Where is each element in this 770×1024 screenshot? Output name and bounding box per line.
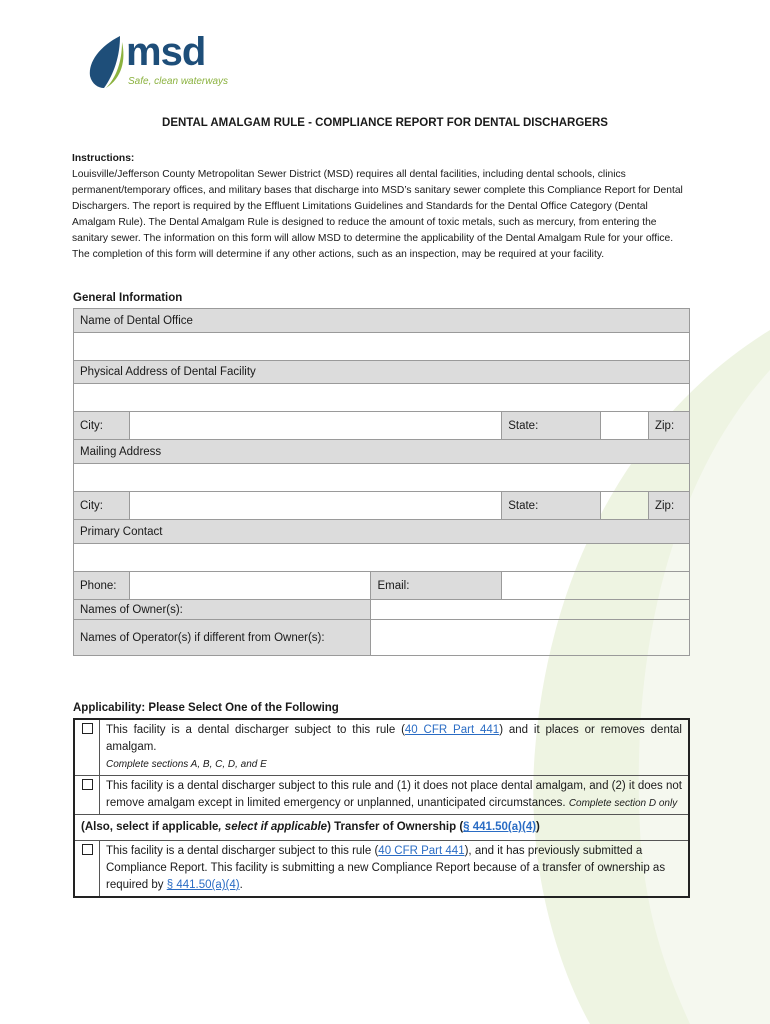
section-441-50-link[interactable]: § 441.50(a)(4)	[463, 821, 537, 833]
cfr-part-441-link-2[interactable]: 40 CFR Part 441	[378, 845, 465, 857]
mailing-city-field[interactable]	[129, 492, 501, 520]
general-info-heading: General Information	[73, 292, 183, 304]
applicability-table	[73, 718, 690, 898]
option3-text: This facility is a dental discharger subject to this rule (40 CFR Part 441), and it has previously submitted a Compliance Report. This facility is submitting a new Compliance Report because of a transfer of ownership as required by § 441.50(a)(4).	[100, 841, 690, 898]
option1-note: Complete sections A, B, C, D, and E	[106, 759, 267, 770]
leaf-logo-icon	[86, 34, 126, 90]
city-field[interactable]	[129, 412, 501, 440]
mailing-city-label: City:	[74, 492, 130, 520]
option3-checkbox[interactable]	[82, 844, 93, 855]
option1-checkbox[interactable]	[82, 723, 93, 734]
page-title: DENTAL AMALGAM RULE - COMPLIANCE REPORT FOR DENTAL DISCHARGERS	[162, 117, 608, 129]
city-label: City:	[74, 412, 130, 440]
mailing-state-field[interactable]	[601, 492, 649, 520]
instructions	[72, 151, 692, 263]
option2-text: This facility is a dental discharger subject to this rule and (1) it does not place dental amalgam, and (2) it does not remove amalgam except in limited emergency or unplanned, unanticipated circumstances. Complete section D only	[100, 776, 690, 815]
email-label: Email:	[371, 572, 502, 600]
option2-note: Complete section D only	[568, 798, 678, 809]
primary-contact-field[interactable]	[74, 544, 690, 572]
operators-label: Names of Operator(s) if different from Owner(s):	[74, 620, 371, 656]
section-441-50-link-2[interactable]: § 441.50(a)(4)	[166, 879, 240, 891]
option1-text: This facility is a dental discharger subject to this rule (40 CFR Part 441) and it places or removes dental amalgam. Complete sections A, B, C, D, and E	[100, 719, 690, 776]
owners-field[interactable]	[371, 600, 690, 620]
msd-logo	[86, 30, 256, 92]
instructions-label: Instructions:	[72, 153, 135, 164]
instructions-text: Louisville/Jefferson County Metropolitan Sewer District (MSD) requires all dental facilities, including dental schools, clinics permanent/temporary offices, and military bases that discharge into MSD’s sanitary sewer complete this Compliance Report for Dental Dischargers. The report is required by the Effluent Limitations Guidelines and Standards for the Dental Office Category (Dental Amalgam Rule). The Dental Amalgam Rule is designed to reduce the amount of toxic metals, such as mercury, from entering the sanitary sewer. The information on this form will allow MSD to determine the applicability of the Dental Amalgam Rule for your office. The completion of this form will determine if any other actions, such as an inspection, may be required at your facility.	[72, 169, 683, 260]
mailing-address-label: Mailing Address	[74, 440, 690, 464]
dental-office-name-label: Name of Dental Office	[74, 309, 690, 333]
owners-label: Names of Owner(s):	[74, 600, 371, 620]
dental-office-name-field[interactable]	[74, 333, 690, 361]
phone-label: Phone:	[74, 572, 130, 600]
operators-field[interactable]	[371, 620, 690, 656]
zip-label: Zip:	[648, 412, 689, 440]
email-field[interactable]	[502, 572, 690, 600]
logo-tagline: Safe, clean waterways	[128, 76, 229, 87]
transfer-heading: (Also, select if applicable, select if applicable) Transfer of Ownership (§ 441.50(a)(4))	[74, 815, 689, 841]
cfr-part-441-link[interactable]: 40 CFR Part 441	[404, 724, 500, 736]
logo-wordmark: msd	[126, 30, 206, 74]
phone-field[interactable]	[129, 572, 370, 600]
applicability-heading: Applicability: Please Select One of the Following	[73, 702, 339, 714]
mailing-state-label: State:	[502, 492, 601, 520]
state-field[interactable]	[601, 412, 649, 440]
general-info-table	[73, 308, 690, 656]
mailing-zip-label: Zip:	[648, 492, 689, 520]
primary-contact-label: Primary Contact	[74, 520, 690, 544]
option2-checkbox[interactable]	[82, 779, 93, 790]
physical-address-field[interactable]	[74, 384, 690, 412]
physical-address-label: Physical Address of Dental Facility	[74, 361, 690, 384]
mailing-address-field[interactable]	[74, 464, 690, 492]
state-label: State:	[502, 412, 601, 440]
